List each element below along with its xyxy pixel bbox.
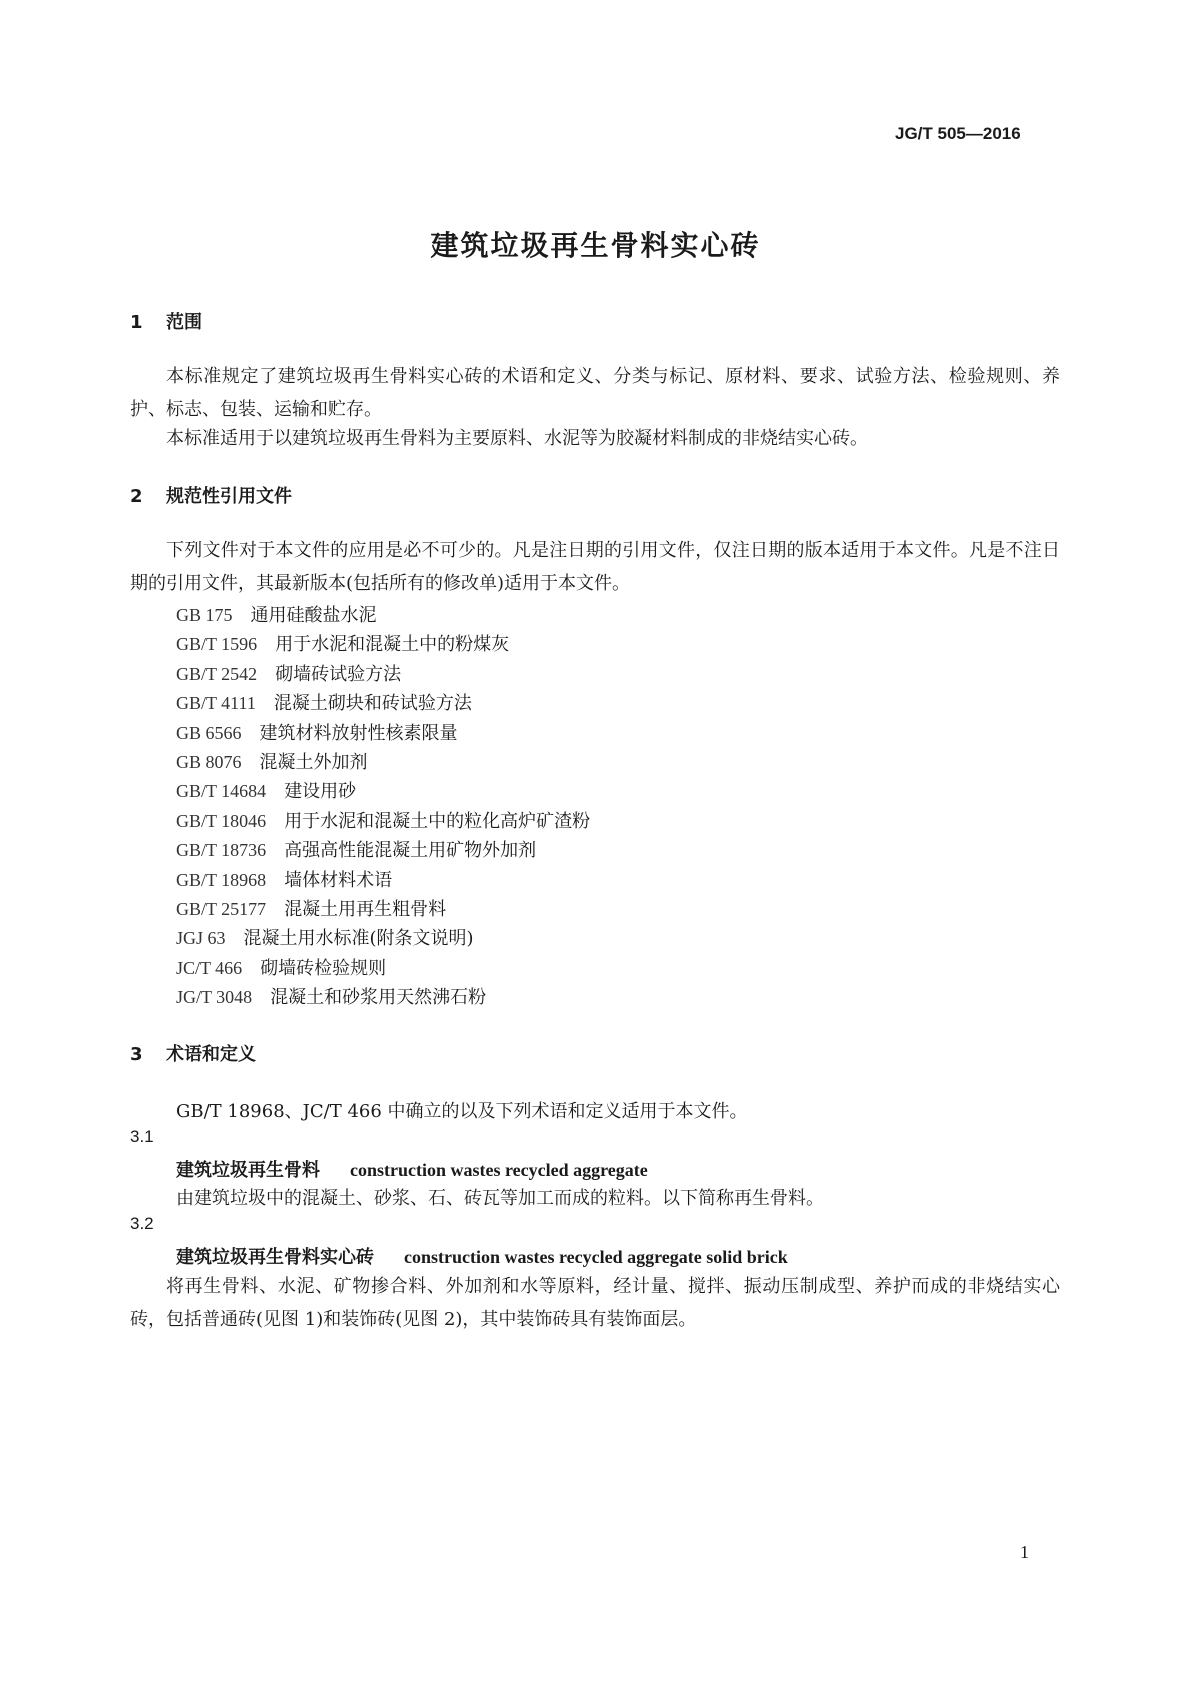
reference-code: GB/T 2542 [176,663,258,684]
reference-title: 高强高性能混凝土用矿物外加剂 [284,840,537,862]
page-number: 1 [1020,1542,1029,1562]
term-number: 3.1 [130,1127,154,1146]
reference-code: GB/T 18046 [176,810,267,831]
reference-item [176,895,446,921]
section-title: 术语和定义 [166,1044,256,1065]
standard-code: JG/T 505—2016 [895,124,1021,143]
term-chinese: 建筑垃圾再生骨料实心砖 [176,1247,374,1268]
reference-code: GB/T 18736 [176,840,267,861]
section-2-heading [130,482,292,508]
reference-item [176,689,472,715]
term-english: construction wastes recycled aggregate [350,1160,648,1180]
section-3-heading [130,1040,256,1066]
reference-item [176,983,486,1009]
reference-item [176,954,386,980]
reference-item [176,866,392,892]
reference-item [176,836,536,862]
section-number: 1 [130,312,143,333]
reference-code: GB 8076 [176,752,242,772]
reference-title: 混凝土外加剂 [259,752,368,773]
section-title: 范围 [166,312,202,333]
reference-title: 砌墙砖检验规则 [260,957,387,979]
reference-code: GB/T 18968 [176,869,267,890]
section-number: 2 [130,486,143,507]
reference-title: 混凝土砌块和砖试验方法 [273,693,472,715]
reference-item [176,660,401,686]
reference-title: 用于水泥和混凝土中的粉煤灰 [275,634,510,656]
term-definition: 将再生骨料、水泥、矿物掺合料、外加剂和水等原料，经计量、搅拌、振动压制成型、养护而成的非烧结实心砖，包括普通砖(见图 1)和装饰砖(见图 2)，其中装饰砖具有装饰面层。 [130,1276,1060,1330]
reference-code: JGJ 63 [176,928,226,949]
reference-title: 混凝土用水标准(附条文说明) [243,928,474,950]
term-heading [176,1156,648,1182]
reference-title: 墙体材料术语 [284,869,393,891]
reference-item [176,748,368,774]
term-number: 3.2 [130,1214,154,1233]
reference-code: JC/T 466 [176,957,243,978]
reference-code: GB/T 14684 [176,781,267,802]
reference-item [176,924,474,950]
section-2-intro: 下列文件对于本文件的应用是必不可少的。凡是注日期的引用文件，仅注日期的版本适用于本文件。凡是不注日期的引用文件，其最新版本(包括所有的修改单)适用于本文件。 [130,540,1060,594]
term-heading [176,1243,788,1269]
term-english: construction wastes recycled aggregate solid brick [404,1247,788,1267]
section-1-heading [130,308,202,334]
reference-title: 建筑材料放射性核素限量 [259,722,458,744]
section-number: 3 [130,1044,143,1065]
section-title: 规范性引用文件 [166,486,292,507]
reference-item [176,777,356,803]
section-1-paragraph-1: 本标准规定了建筑垃圾再生骨料实心砖的术语和定义、分类与标记、原材料、要求、试验方法、检验规则、养护、标志、包装、运输和贮存。 [130,366,1060,420]
term-chinese: 建筑垃圾再生骨料 [176,1160,320,1181]
document-title: 建筑垃圾再生骨料实心砖 [430,229,761,262]
reference-code: GB 6566 [176,722,242,743]
reference-item [176,601,377,627]
reference-item [176,807,590,833]
reference-item [176,630,509,656]
term-definition: 由建筑垃圾中的混凝土、砂浆、石、砖瓦等加工而成的粒料。以下简称再生骨料。 [176,1188,824,1209]
reference-item [176,719,458,745]
section-1-paragraph-2: 本标准适用于以建筑垃圾再生骨料为主要原料、水泥等为胶凝材料制成的非烧结实心砖。 [166,428,868,449]
reference-code: GB/T 25177 [176,899,267,919]
reference-title: 通用硅酸盐水泥 [250,605,377,626]
reference-code: GB 175 [176,605,233,625]
reference-title: 混凝土和砂浆用天然沸石粉 [270,987,487,1009]
reference-title: 砌墙砖试验方法 [275,663,402,685]
reference-code: GB/T 4111 [176,693,256,714]
reference-title: 混凝土用再生粗骨料 [284,899,447,920]
section-3-intro: GB/T 18968、JC/T 466 中确立的以及下列术语和定义适用于本文件。 [176,1101,748,1122]
reference-title: 用于水泥和混凝土中的粒化高炉矿渣粉 [284,810,591,832]
reference-title: 建设用砂 [284,781,357,803]
reference-code: JG/T 3048 [176,987,253,1008]
reference-code: GB/T 1596 [176,634,258,655]
